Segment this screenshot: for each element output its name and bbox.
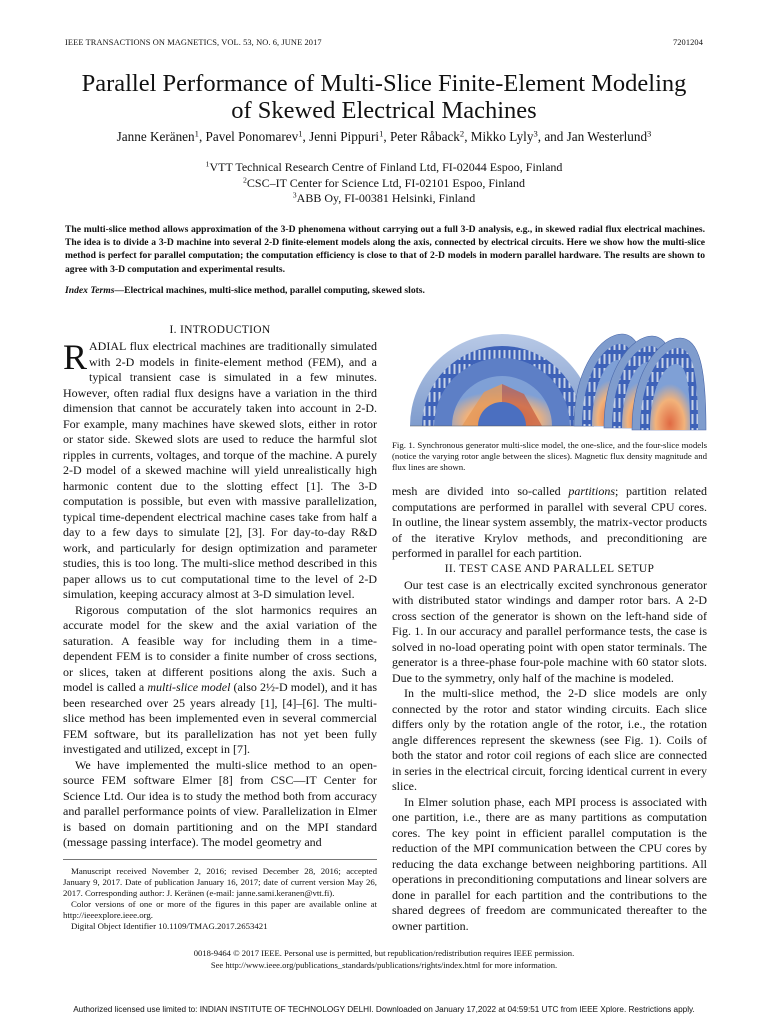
copyright-line: 0018-9464 © 2017 IEEE. Personal use is permitted, but republication/redistribution requires IEEE permission. [193, 948, 575, 958]
author-list [60, 129, 708, 145]
author-affil-mark: 2 [459, 128, 465, 139]
section-numeral: II. [444, 562, 460, 575]
author-separator: , [383, 129, 390, 144]
author-affil-mark: 3 [647, 128, 652, 139]
license-watermark: Authorized licensed use limited to: INDIAN INSTITUTE OF TECHNOLOGY DELHI. Downloaded on January 17,2022 at 04:59:51 UTC from IEEE Xplore. Restrictions apply. [73, 1005, 695, 1014]
paragraph: In Elmer solution phase, each MPI process is associated with one partition, i.e., there are as many partitions as computation cores. The key point in efficient parallel computation is the reduction of the MPI communication between the CPU cores by reducing the data exchange between neighboring partitions. All operations in preconditioning computations and linear solvers are done in parallel for each partition and the contributions to the shared degrees of freedom are communicated thereafter to the owner partition. [392, 794, 707, 933]
section-numeral: I. [169, 324, 180, 336]
author-separator: , [302, 129, 310, 144]
author-affil-mark: 1 [298, 128, 303, 139]
one-slice-model [410, 334, 594, 426]
author-affil-mark: 1 [379, 128, 384, 139]
section-heading-introduction [63, 323, 377, 338]
affiliation-text: ABB Oy, FI-00381 Helsinki, Finland [296, 191, 476, 205]
paragraph: We have implemented the multi-slice method to an open-source FEM software Elmer [8] from CSC—IT Center for Science Ltd. Our idea is to study the method both from accuracy and parallel performance points of view. Parallelization in Elmer is based on domain partitioning and on the MPI standard (message passing interface). The model geometry and [63, 757, 377, 849]
author-affil-mark: 1 [194, 128, 199, 139]
drop-cap: R [63, 337, 88, 377]
section-heading-test-case [392, 562, 707, 577]
first-page-footnote [63, 855, 377, 932]
paragraph-text: ; partition related computations are performed in parallel with several CPU cores. In outline, the linear system assembly, the matrix-vector products of the iterative Krylov methods, and preconditioning are performed in parallel for each partition. [392, 484, 707, 560]
author-name: Peter Råback [389, 129, 460, 144]
paragraph-text: Rigorous computation of the slot harmonics requires an accurate model for the skew and the axial variation of the saturation. A feasible way for including them in a time-dependent FEM is to consider a finite number of cross sections, or slices, taken at different positions along the axis. Such a model is called a [63, 602, 377, 694]
author-separator: , [198, 129, 206, 144]
index-terms [65, 284, 705, 297]
section-heading-initial: C [491, 562, 500, 575]
author-name: Janne Keränen [116, 129, 195, 144]
copyright-line: See http://www.ieee.org/publications_standards/publications/rights/index.html for more information. [210, 960, 558, 970]
emphasis-term: partitions [568, 484, 616, 498]
index-terms-label: Index Terms [65, 285, 115, 296]
paragraph [392, 484, 707, 562]
figure-1-caption: Fig. 1. Synchronous generator multi-slice model, the one-slice, and the four-slice models (notice the varying rotor angle between the slices). Magnetic flux density magnitude and flux lines are shown. [392, 440, 707, 472]
copyright-notice [60, 947, 708, 971]
section-heading-rest: ETUP [624, 562, 655, 575]
section-heading-initial: I [179, 324, 185, 336]
paragraph-text: (also 2½-D model), and it has been researched over 25 years already [1], [4]–[6]. The multi-slice method has been implemented even in several commercial FEM software, but its parallelization has not yet been fully investigated and utilized, except in [7]. [63, 680, 377, 756]
figure-1 [392, 322, 708, 434]
affiliation [60, 191, 708, 207]
footnote-rule [63, 859, 377, 860]
author-name: Pavel Ponomarev [205, 129, 299, 144]
footnote-color: Color versions of one or more of the figures in this paper are available online at http://ieeexplore.ieee.org. [63, 899, 377, 920]
section-heading-rest: ARALLEL [559, 562, 615, 575]
index-terms-text: Electrical machines, multi-slice method, parallel computing, skewed slots. [124, 285, 425, 296]
running-header-page-id: 7201204 [672, 38, 703, 47]
footnote-doi: Digital Object Identifier 10.1109/TMAG.2017.2653421 [71, 921, 268, 931]
section-heading-initial: P [553, 562, 560, 575]
title-line-2: of Skewed Electrical Machines [231, 97, 537, 124]
affiliation-mark: 1 [205, 159, 210, 169]
abstract: The multi-slice method allows approximation of the 3-D phenomena without carrying out a full 3-D analysis, e.g., in skewed radial flux electrical machines. The idea is to divide a 3-D machine into several 2-D finite-element models along the axis, connected by electrical circuits. Here we show how the multi-slice method is perfect for parallel computation; the computation efficiency is close to that of 2-D models in modern parallel hardware. The results are shown to agree with 3-D computation and experimental results. [65, 224, 705, 275]
right-column [392, 484, 707, 934]
affiliation [60, 160, 708, 176]
index-terms-dash: — [114, 285, 125, 296]
affiliation [60, 176, 708, 192]
paragraph-text: ADIAL flux electrical machines are traditionally simulated with 2-D models in finite-element method (FEM), and a typical transient case is simulated in a few minutes. However, often radial flux designs have a variation in the third dimension that cannot be accurately taken into account in 2-D. For example, many machines have skewed slots, either in rotor or stator side. Skewed slots are used to reduce the harmful slot ripples in currents, voltages, and torque of the machine. A purely 2-D model of a skewed machine will yield unrealistically high harmonic content due to the slotting effect [1]. The 3-D computation is possible, but even with massive parallelization, typical time-dependent electrical machine cases take from half a day to a few days to simulate [2], [3]. For day-to-day R&D work, and particularly for design optimization and parameter studies, this is too long. The multi-slice method described in this paper allows us to cut computational time to the level of 2-D simulation, keeping accuracy almost at 3-D simulation level. [63, 339, 377, 601]
section-heading-initial: T [459, 562, 467, 575]
section-heading-rest: ASE AND [499, 562, 551, 575]
four-slice-model [574, 334, 706, 430]
paper-title [60, 70, 708, 124]
author-name: Jenni Pippuri [309, 129, 380, 144]
figure-1-image [392, 322, 708, 434]
author-separator: , [464, 129, 471, 144]
emphasis-term: multi-slice model [147, 680, 231, 694]
affiliation-list [60, 160, 708, 207]
paragraph: In the multi-slice method, the 2-D slice models are only connected by the rotor and stator winding circuits. Each slice differs only by the rotation angle of the rotor, i.e., the rotation angle differences represent the skewness (see Fig. 1). Coils of both the stator and rotor coil regions of each slice are connected in series in the electrical circuit, forcing identical current in every slice. [392, 686, 707, 793]
running-header-journal: IEEE TRANSACTIONS ON MAGNETICS, VOL. 53, NO. 6, JUNE 2017 [65, 38, 322, 47]
affiliation-text: VTT Technical Research Centre of Finland Ltd, FI-02044 Espoo, Finland [209, 160, 563, 174]
paragraph-text: mesh are divided into so-called [392, 484, 569, 498]
section-heading-rest: EST [466, 562, 488, 575]
paragraph [63, 603, 377, 758]
affiliation-text: CSC–IT Center for Science Ltd, FI-02101 Espoo, Finland [246, 175, 525, 190]
author-separator: , and [537, 129, 567, 144]
paragraph: Our test case is an electrically excited synchronous generator with distributed stator windings and damper rotor bars. A 2-D cross section of the generator is shown on the left-hand side of Fig. 1. In our accuracy and parallel performance tests, the case is solved in no-load operating point with open stator terminals. The generator is a three-phase four-pole machine with 60 stator slots. Due to the symmetry, only half of the machine is modeled. [392, 577, 707, 685]
author-name: Jan Westerlund [566, 129, 648, 144]
section-heading-rest: NTRODUCTION [184, 324, 271, 336]
section-heading-initial: S [617, 562, 625, 575]
title-line-1: Parallel Performance of Multi-Slice Finite-Element Modeling [81, 70, 687, 97]
author-name: Mikko Lyly [470, 129, 534, 144]
paragraph [63, 339, 377, 603]
affiliation-mark: 3 [292, 190, 297, 200]
author-affil-mark: 3 [533, 128, 538, 139]
left-column [63, 323, 377, 851]
affiliation-mark: 2 [243, 175, 247, 185]
footnote-manuscript: Manuscript received November 2, 2016; revised December 28, 2016; accepted January 9, 2017. Date of publication January 16, 2017; date of current version May 26, 2017. Corresponding author: J. Keränen (e-mail: janne.sami.keranen@vtt.fi). [63, 866, 377, 898]
